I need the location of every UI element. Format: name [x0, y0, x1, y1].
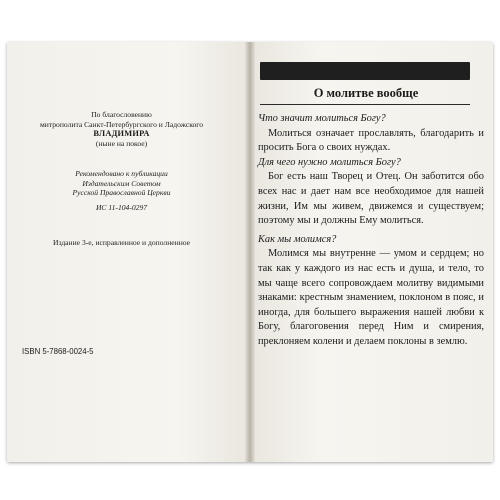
left-page	[7, 42, 250, 462]
title-rule	[260, 104, 470, 105]
recommendation-line-3: Русской Православной Церкви	[72, 188, 171, 198]
recommendation-line-1: Рекомендовано к публикации	[75, 169, 168, 178]
answer-1: Молиться означает прославлять, благодарить и просить Бога о своих нуждах.	[258, 127, 484, 154]
recommendation-block	[0, 169, 243, 212]
blessing-line-1: По благословению	[91, 110, 152, 119]
recommendation-line-2: Издательским Советом	[82, 178, 161, 188]
heading-bar	[260, 62, 470, 80]
question-3: Как мы молимся?	[258, 233, 337, 245]
blessing-name: ВЛАДИМИРА	[93, 129, 150, 139]
question-block	[258, 112, 484, 350]
isbn: ISBN 5-7868-0024-5	[22, 347, 94, 356]
question-1: Что значит молиться Богу?	[258, 113, 386, 124]
blessing-note: (ныне на покое)	[95, 138, 148, 148]
answer-2: Бог есть наш Творец и Отец. Он заботится обо всех нас и дает нам все необходимое для нашей жизни, Им мы живем, движемся и существуем; поэтому мы и должны Ему молиться.	[258, 171, 484, 227]
blessing-line-2: митрополита Санкт-Петербургского и Ладожского	[39, 119, 204, 129]
publishing-council-code: ИС 11-104-0297	[95, 202, 148, 212]
book-spine	[245, 42, 255, 462]
answer-3: Молимся мы внутренне — умом и сердцем; но так как у каждого из нас есть и душа, и тело, то мы чаще всего сопровождаем молитву видимыми знаками: крестным знамением, поклоном в пояс, и иногда, для большего выражения нашей любви к Богу, благоговения перед Ним и смирения, преклоняем колени и делаем поклоны в землю.	[258, 248, 484, 347]
question-2: Для чего нужно молиться Богу?	[258, 156, 401, 168]
section-title: О молитве вообще	[313, 86, 419, 100]
edition-note: Издание 3-е, исправленное и дополненное	[52, 238, 191, 247]
blessing-block	[0, 110, 243, 148]
